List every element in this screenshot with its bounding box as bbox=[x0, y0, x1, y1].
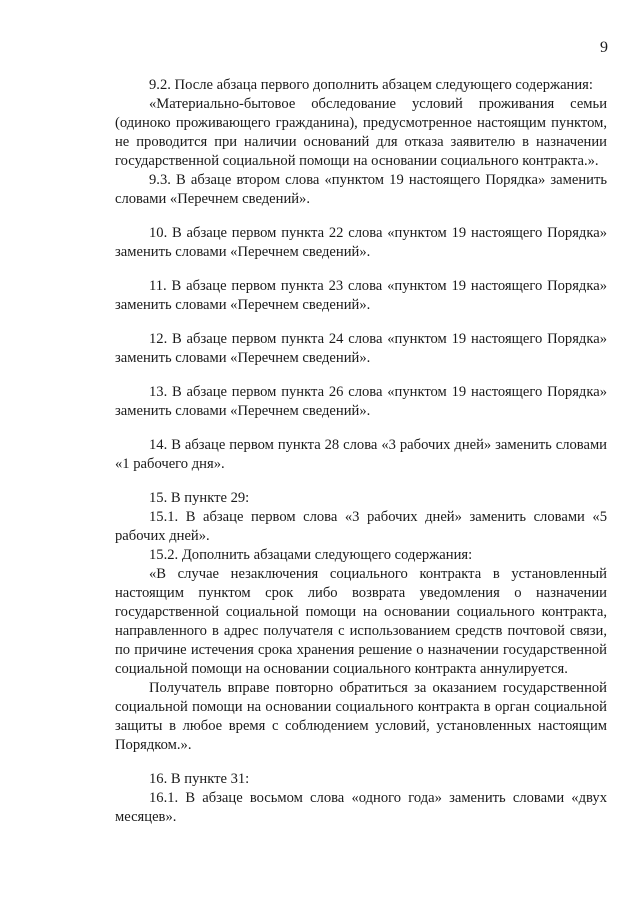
paragraph-15-1: 15.1. В абзаце первом слова «3 рабочих дней» заменить словами «5 рабочих дней». bbox=[115, 509, 607, 544]
paragraph-15-2-insert-2: Получатель вправе повторно обратиться за оказанием государственной социальной помощи на основании социального контракта в орган социальной защиты в любое время с соблюдением условий, установленных настоящим Порядком.». bbox=[115, 680, 607, 753]
paragraph-15-2-insert-1: «В случае незаключения социального контракта в установленный настоящим пунктом срок либо возврата уведомления о назначении государственной социальной помощи на основании социального контракта, направленного в адрес получателя с использованием средств почтовой связи, по причине истечения срока хранения решение о назначении государственной социальной помощи на основании социального контракта аннулируется. bbox=[115, 566, 607, 677]
page-number: 9 bbox=[600, 39, 608, 56]
paragraph-16-1: 16.1. В абзаце восьмом слова «одного года» заменить словами «двух месяцев». bbox=[115, 790, 607, 825]
document-body bbox=[115, 76, 607, 827]
paragraph-12: 12. В абзаце первом пункта 24 слова «пунктом 19 настоящего Порядка» заменить словами «Перечнем сведений». bbox=[115, 331, 607, 366]
paragraph-9-2: 9.2. После абзаца первого дополнить абзацем следующего содержания: bbox=[149, 77, 593, 93]
paragraph-14: 14. В абзаце первом пункта 28 слова «3 рабочих дней» заменить словами «1 рабочего дня». bbox=[115, 437, 607, 472]
paragraph-16: 16. В пункте 31: bbox=[149, 771, 250, 787]
paragraph-9-2-insert: «Материально-бытовое обследование условий проживания семьи (одиноко проживающего гражданина), предусмотренное настоящим пунктом, не проводится при наличии оснований для отказа заявителю в назначении государственной социальной помощи на основании социального контракта.». bbox=[115, 96, 607, 169]
paragraph-13: 13. В абзаце первом пункта 26 слова «пунктом 19 настоящего Порядка» заменить словами «Перечнем сведений». bbox=[115, 384, 607, 419]
paragraph-10: 10. В абзаце первом пункта 22 слова «пунктом 19 настоящего Порядка» заменить словами «Перечнем сведений». bbox=[115, 225, 607, 260]
paragraph-15-2: 15.2. Дополнить абзацами следующего содержания: bbox=[149, 547, 473, 563]
paragraph-9-3: 9.3. В абзаце втором слова «пунктом 19 настоящего Порядка» заменить словами «Перечнем сведений». bbox=[115, 172, 607, 207]
paragraph-15: 15. В пункте 29: bbox=[149, 490, 250, 506]
paragraph-11: 11. В абзаце первом пункта 23 слова «пунктом 19 настоящего Порядка» заменить словами «Перечнем сведений». bbox=[115, 278, 607, 313]
